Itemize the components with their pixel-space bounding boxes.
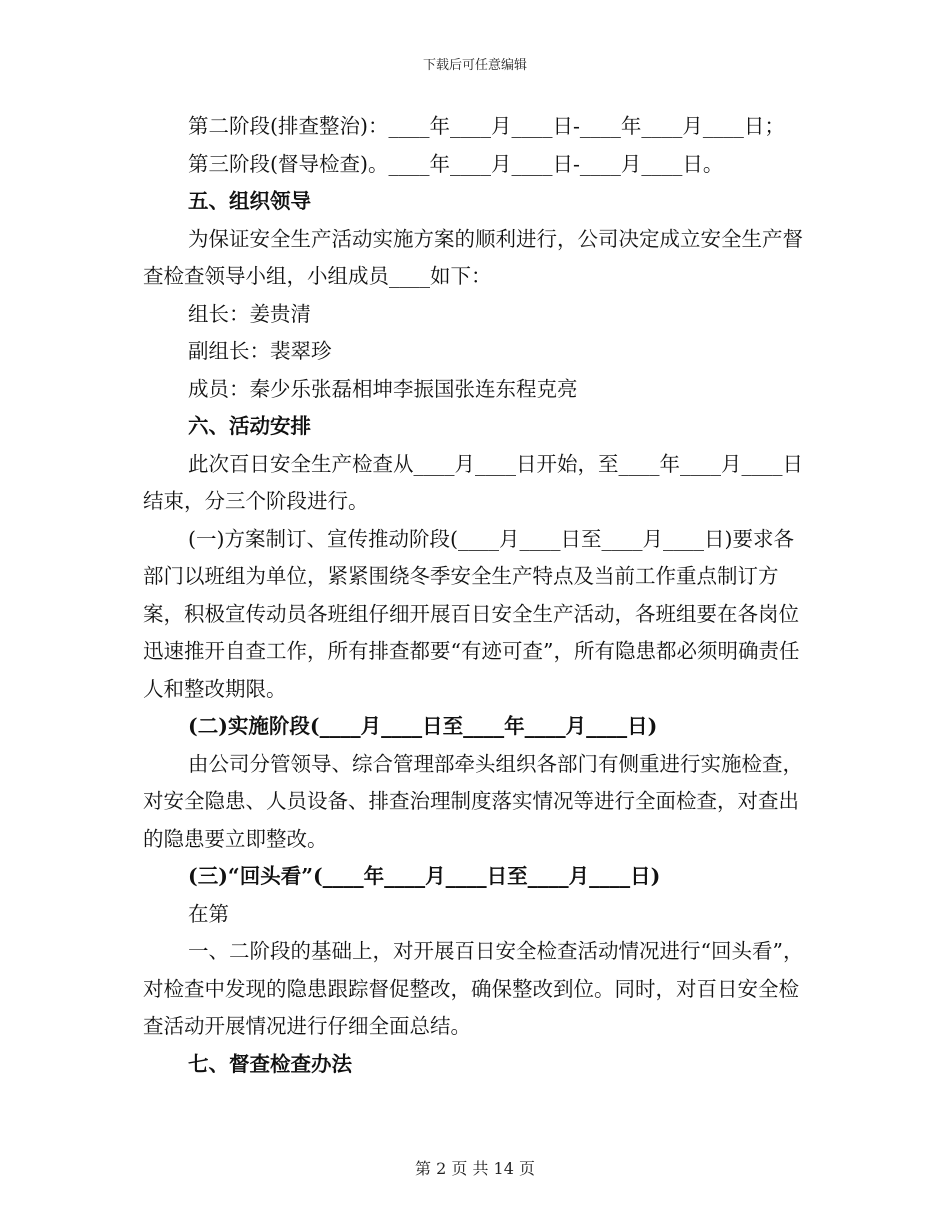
section-heading-5: 五、组织领导 [188, 189, 311, 213]
page-header: 下载后可任意编辑 [422, 58, 527, 73]
page-footer: 第 2 页 共 14 页 [415, 1159, 535, 1178]
subheading-stage-three: (三)“回头看”(____年____月____日至____月____日) [188, 864, 661, 888]
paragraph-team-leader: 组长：姜贵清 [188, 301, 311, 326]
paragraph-phase-two: 第二阶段(排查整治)：____年____月____日-____年____月____日； [188, 114, 785, 138]
paragraph-members: 成员：秦少乐张磊相坤李振国张连东程克亮 [188, 376, 578, 401]
paragraph-leadership-intro: 为保证安全生产活动实施方案的顺利进行，公司决定成立安全生产督查检查领导小组，小组成员____如下： [143, 226, 803, 288]
subheading-stage-two: (二)实施阶段(____月____日至____年____月____日) [188, 714, 658, 738]
paragraph-phase-three: 第三阶段(督导检查)。____年____月____日-____月____日。 [188, 151, 724, 176]
paragraph-stage-three: 一、二阶段的基础上，对开展百日安全检查活动情况进行“回头看”，对检查中发现的隐患跟踪督促整改，确保整改到位。同时，对百日安全检查活动开展情况进行仔细全面总结。 [143, 939, 804, 1038]
document-body [143, 108, 813, 1083]
paragraph-stage-two: 由公司分管领导、综合管理部牵头组织各部门有侧重进行实施检查，对安全隐患、人员设备、排查治理制度落实情况等进行全面检查，对查出的隐患要立即整改。 [143, 751, 803, 851]
section-heading-7: 七、督查检查办法 [188, 1051, 352, 1076]
paragraph-stage-one: (一)方案制订、宣传推动阶段(____月____日至____月____日)要求各部门以班组为单位，紧紧围绕冬季安全生产特点及当前工作重点制订方案，积极宣传动员各班组仔细开展百日安全生产活动，各班组要在各岗位迅速推开自查工作，所有排查都要“有迹可查”，所有隐患都必须明确责任人和整改期限。 [143, 526, 800, 701]
paragraph-stage-three-lead: 在第 [188, 901, 229, 926]
paragraph-deputy-leader: 副组长：裴翠珍 [188, 339, 332, 363]
section-heading-6: 六、活动安排 [188, 414, 311, 438]
paragraph-schedule-intro: 此次百日安全生产检查从____月____日开始，至____年____月____日结束，分三个阶段进行。 [143, 451, 803, 513]
